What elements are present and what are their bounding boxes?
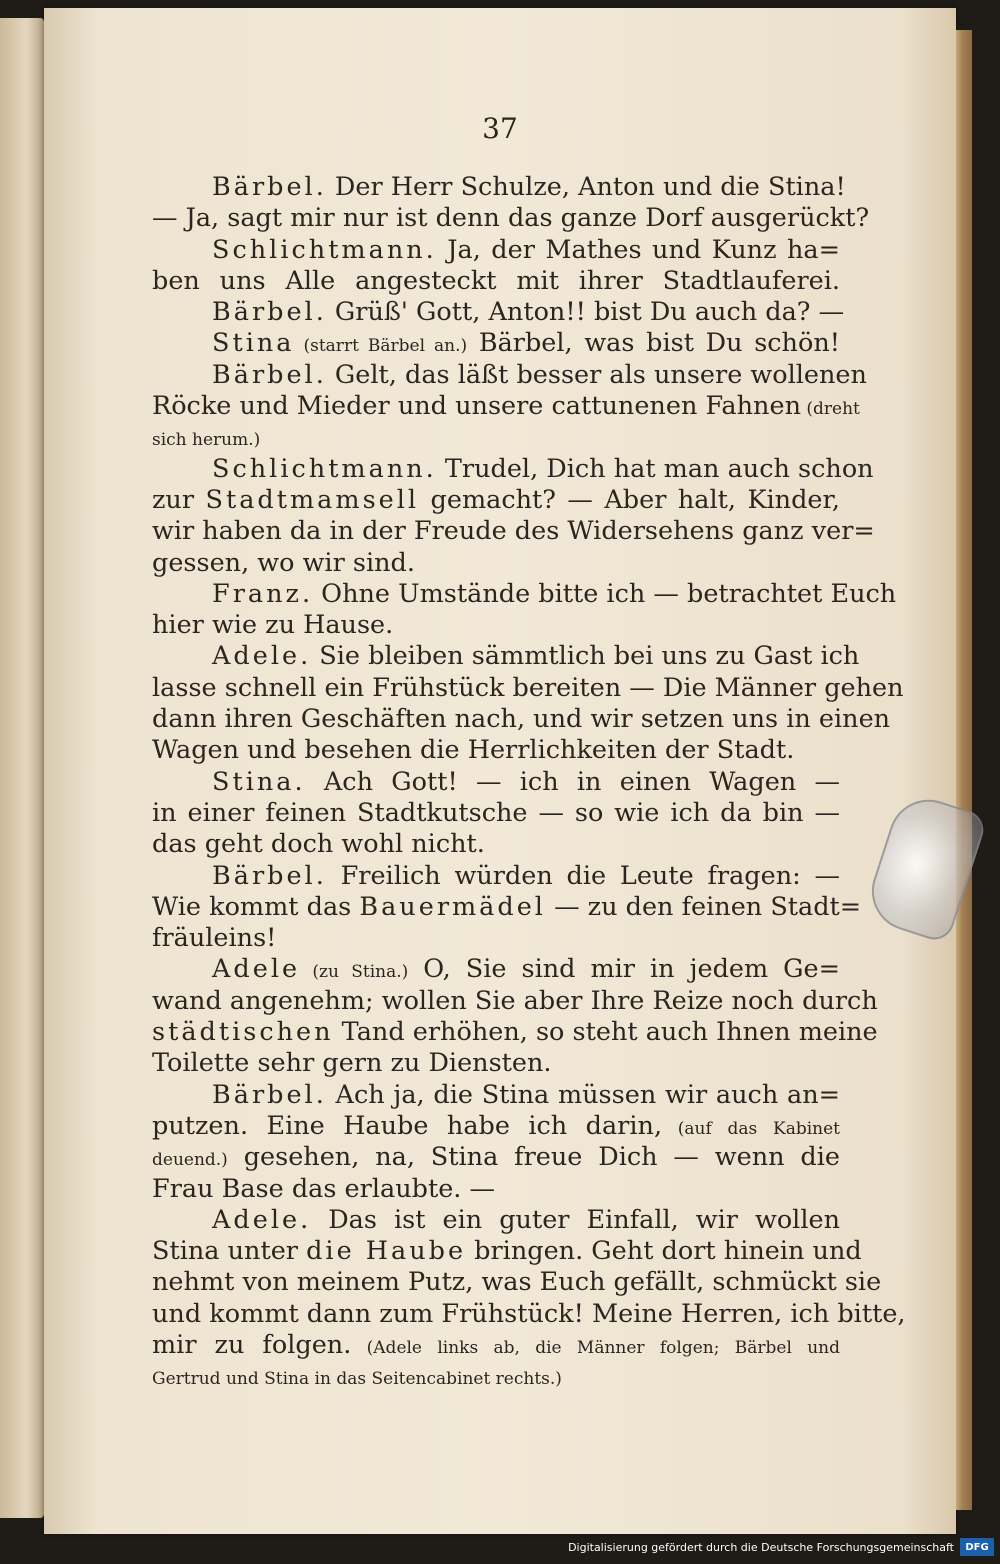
speaker-name: Stina (212, 328, 295, 359)
dialogue-text: Stina unter (152, 1236, 307, 1267)
dialogue-text: — Ja, sagt mir nur ist denn das ganze Dorf ausgerückt? (152, 203, 870, 234)
page-number: 37 (482, 112, 518, 145)
speaker-name: städtischen (152, 1017, 334, 1048)
speaker-name: Schlichtmann. (212, 453, 437, 484)
dialogue-text: lasse schnell ein Frühstück bereiten — Die Männer gehen (152, 672, 904, 703)
dialogue-text: Freilich würden die Leute fragen: — (326, 860, 840, 891)
dialogue-text: Frau Base das erlaubte. — (152, 1173, 495, 1204)
stage-direction: (starrt Bärbel an.) (294, 336, 468, 357)
dialogue-text: fräuleins! (152, 923, 277, 954)
page-stack-edge (956, 30, 972, 1510)
text-line (152, 422, 840, 453)
text-line (152, 641, 860, 672)
stage-direction: (auf das Kabinet (662, 1118, 840, 1139)
dialogue-text: in einer feinen Stadtkutsche — so wie ich da bin — (152, 797, 840, 828)
dialogue-text: wand angenehm; wollen Sie aber Ihre Reize noch durch (152, 985, 878, 1016)
dialogue-text: Tand erhöhen, so steht auch Ihnen meine (333, 1017, 878, 1048)
dfg-logo: DFG (960, 1538, 994, 1556)
text-line (152, 548, 840, 579)
page-text (152, 172, 906, 1393)
text-line (152, 861, 840, 892)
dialogue-text: — zu den feinen Stadt= (545, 891, 862, 922)
text-line (152, 516, 875, 547)
text-line (152, 1080, 840, 1111)
text-line (152, 266, 840, 297)
speaker-name: Adele (212, 954, 301, 985)
dialogue-text: gessen, wo wir sind. (152, 547, 415, 578)
dialogue-text: wir haben da in der Freude des Widersehens ganz ver= (152, 516, 875, 547)
dialogue-text: bringen. Geht dort hinein und (466, 1236, 862, 1267)
dialogue-text: nehmt von meinem Putz, was Euch gefällt, schmückt sie (152, 1267, 882, 1298)
dialogue-text: Toilette sehr gern zu Diensten. (152, 1048, 552, 1079)
dialogue-text: Der Herr Schulze, Anton und die Stina! (326, 172, 846, 202)
text-line (152, 891, 862, 923)
speaker-name: Bauermädel (359, 891, 546, 922)
speaker-name: Bärbel. (212, 860, 327, 891)
text-line (152, 1205, 840, 1236)
dialogue-text: Ja, der Mathes und Kunz ha= (436, 234, 840, 265)
text-line (152, 798, 840, 829)
text-line (152, 1174, 840, 1205)
dialogue-text: zur (152, 484, 206, 515)
text-line (152, 203, 870, 234)
dialogue-text: Ohne Umstände bitte ich — betrachtet Euch (313, 578, 897, 609)
speaker-name: die Haube (306, 1236, 467, 1267)
dialogue-text: Wagen und besehen die Herrlichkeiten der Stadt. (152, 735, 795, 766)
dialogue-text: Trudel, Dich hat man auch schon (436, 453, 874, 484)
text-line (152, 829, 840, 860)
text-line (152, 391, 860, 422)
text-line (152, 297, 845, 328)
speaker-name: Franz. (212, 578, 314, 609)
dialogue-text: Röcke und Mieder und unsere cattunenen Fahnen (152, 391, 801, 422)
speaker-name: Bärbel. (212, 359, 327, 390)
text-line (152, 172, 846, 203)
dialogue-text: Grüß' Gott, Anton!! bist Du auch da? — (326, 297, 845, 328)
dialogue-text: dann ihren Geschäften nach, und wir setzen uns in einen (152, 704, 891, 735)
text-line (152, 485, 840, 516)
speaker-name: Bärbel. (212, 297, 327, 328)
text-line (152, 1017, 878, 1048)
text-line (152, 985, 878, 1017)
dialogue-text: Ach Gott! — ich in einen Wagen — (305, 766, 840, 797)
text-line (152, 328, 840, 359)
dialogue-text: mir zu folgen. (152, 1329, 352, 1360)
dialogue-text: und kommt dann zum Frühstück! Meine Herren, ich bitte, (152, 1298, 906, 1329)
stage-direction: (dreht (801, 399, 860, 420)
dialogue-text: Ach ja, die Stina müssen wir auch an= (326, 1079, 840, 1110)
text-line (152, 1048, 840, 1079)
dialogue-text: Wie kommt das (152, 891, 360, 922)
text-line (152, 1142, 840, 1173)
text-line (152, 1111, 840, 1142)
stage-direction: (Adele links ab, die Männer folgen; Bärbel und (351, 1337, 841, 1358)
text-line (152, 1267, 882, 1298)
speaker-name: Adele. (212, 641, 312, 672)
text-line (152, 735, 840, 766)
speaker-name: Bärbel. (212, 1079, 327, 1110)
text-line (152, 453, 874, 485)
dialogue-text: Sie bleiben sämmtlich bei uns zu Gast ich (311, 641, 860, 672)
footer (568, 1536, 994, 1558)
text-line (152, 578, 897, 610)
dialogue-text: putzen. Eine Haube habe ich darin, (152, 1110, 663, 1141)
text-line (152, 610, 840, 641)
text-line (152, 1361, 840, 1392)
dialogue-text: hier wie zu Hause. (152, 610, 394, 641)
footer-credit: Digitalisierung gefördert durch die Deutsche Forschungsgemeinschaft (568, 1540, 954, 1554)
dialogue-text: Das ist ein guter Einfall, wir wollen (311, 1204, 840, 1235)
stage-direction: Gertrud und Stina in das Seitencabinet rechts.) (152, 1369, 562, 1390)
facing-page-edge (0, 18, 44, 1518)
text-line (152, 235, 840, 266)
speaker-name: Stina. (212, 766, 306, 797)
text-line (152, 954, 840, 985)
text-line (152, 923, 840, 954)
dialogue-text: gemacht? — Aber halt, Kinder, (419, 484, 840, 515)
text-line (152, 1236, 862, 1267)
stage-direction: sich herum.) (152, 430, 261, 451)
text-line (152, 1330, 840, 1361)
dialogue-text: das geht doch wohl nicht. (152, 829, 485, 860)
stage-direction: deuend.) (152, 1150, 228, 1171)
text-line (152, 767, 840, 798)
text-line (152, 672, 904, 704)
speaker-name: Bärbel. (212, 172, 327, 202)
text-line (152, 704, 891, 735)
stage-direction: (zu Stina.) (300, 962, 409, 983)
speaker-name: Schlichtmann. (212, 234, 437, 265)
speaker-name: Adele. (212, 1204, 312, 1235)
speaker-name: Stadtmamsell (205, 484, 420, 515)
dialogue-text: O, Sie sind mir in jedem Ge= (408, 954, 840, 985)
text-line (152, 1298, 906, 1330)
dialogue-text: Gelt, das läßt besser als unsere wollenen (326, 359, 867, 390)
dialogue-text: gesehen, na, Stina freue Dich — wenn die (227, 1142, 840, 1173)
text-line (152, 359, 867, 391)
dialogue-text: ben uns Alle angesteckt mit ihrer Stadtlauferei. (152, 265, 840, 296)
dialogue-text: Bärbel, was bist Du schön! (467, 328, 841, 359)
